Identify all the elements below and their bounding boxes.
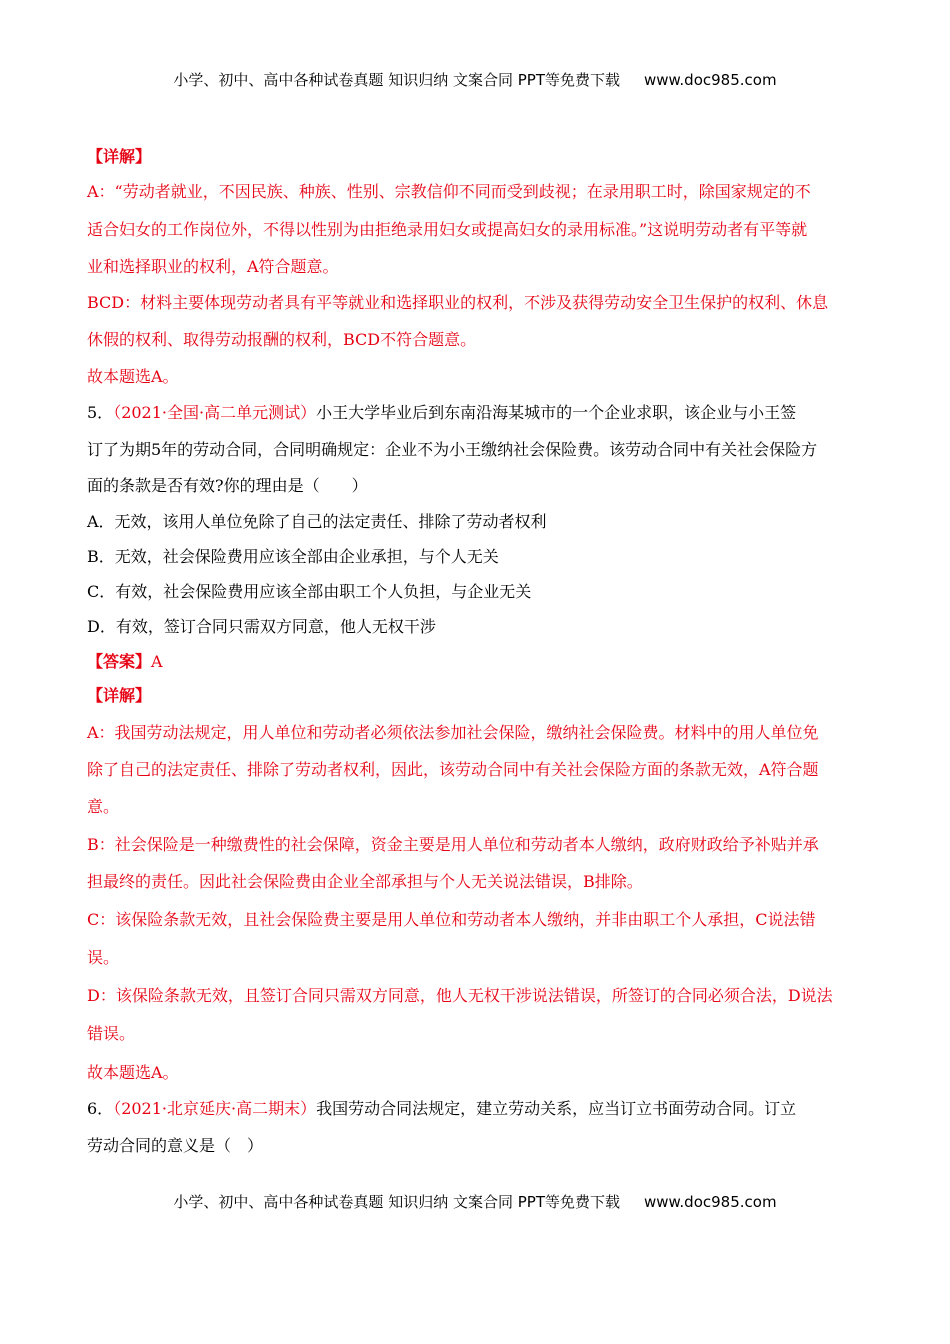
conclusion-1: 故本题选A。	[87, 367, 179, 386]
question-text: 面的条款是否有效?你的理由是（ ）	[87, 476, 368, 495]
page-header	[0, 70, 950, 90]
option-a: A．无效，该用人单位免除了自己的法定责任、排除了劳动者权利	[87, 512, 547, 531]
detail-label-1: 【详解】	[87, 147, 152, 166]
question-source: （2021·全国·高二单元测试）	[113, 403, 317, 422]
answer-label: 【答案】	[87, 652, 152, 671]
option-d: D．有效，签订合同只需双方同意，他人无权干涉	[87, 617, 436, 636]
question-source: （2021·北京延庆·高二期末）	[113, 1099, 317, 1118]
page-footer	[0, 1192, 950, 1212]
detail-line: 适合妇女的工作岗位外，不得以性别为由拒绝录用妇女或提高妇女的录用标准。”这说明劳动者有平等就	[87, 220, 808, 239]
question-number: 5．	[87, 403, 114, 422]
detail-line: A：我国劳动法规定，用人单位和劳动者必须依法参加社会保险，缴纳社会保险费。材料中的用人单位免	[87, 723, 819, 742]
detail-line: C：该保险条款无效，且社会保险费主要是用人单位和劳动者本人缴纳，并非由职工个人承担，C说法错	[87, 910, 816, 929]
answer-value: A	[151, 652, 163, 671]
detail-line: D：该保险条款无效，且签订合同只需双方同意，他人无权干涉说法错误，所签订的合同必须合法，D说法	[87, 986, 833, 1005]
question-number: 6．	[87, 1099, 114, 1118]
question-text: 订了为期5年的劳动合同，合同明确规定：企业不为小王缴纳社会保险费。该劳动合同中有关社会保险方	[87, 440, 818, 459]
option-b: B．无效，社会保险费用应该全部由企业承担，与个人无关	[87, 547, 499, 566]
question-text: 我国劳动合同法规定，建立劳动关系，应当订立书面劳动合同。订立	[316, 1099, 797, 1118]
detail-line: 除了自己的法定责任、排除了劳动者权利，因此，该劳动合同中有关社会保险方面的条款无效，A符合题	[87, 760, 819, 779]
detail-line: 担最终的责任。因此社会保险费由企业全部承担与个人无关说法错误，B排除。	[87, 872, 643, 891]
question-6-stem	[87, 1098, 867, 1120]
footer-site[interactable]: www.doc985.com	[643, 1193, 777, 1211]
question-text: 劳动合同的意义是（ ）	[87, 1136, 264, 1155]
detail-line: A：“劳动者就业，不因民族、种族、性别、宗教信仰不同而受到歧视；在录用职工时，除国家规定的不	[87, 182, 811, 201]
detail-label-2: 【详解】	[87, 686, 152, 705]
conclusion-2: 故本题选A。	[87, 1063, 179, 1082]
detail-line: 意。	[87, 797, 120, 816]
detail-line: 错误。	[87, 1024, 136, 1043]
detail-line: BCD：材料主要体现劳动者具有平等就业和选择职业的权利，不涉及获得劳动安全卫生保护的权利、休息	[87, 293, 829, 312]
header-text: 小学、初中、高中各种试卷真题 知识归纳 文案合同 PPT等免费下载	[173, 71, 620, 89]
detail-line: 误。	[87, 948, 120, 967]
question-text: 小王大学毕业后到东南沿海某城市的一个企业求职，该企业与小王签	[316, 403, 797, 422]
option-c: C．有效，社会保险费用应该全部由职工个人负担，与企业无关	[87, 582, 532, 601]
answer-line	[87, 651, 867, 673]
detail-line: 业和选择职业的权利，A符合题意。	[87, 257, 339, 276]
header-site[interactable]: www.doc985.com	[643, 71, 777, 89]
question-5-stem	[87, 402, 867, 424]
detail-line: B：社会保险是一种缴费性的社会保障，资金主要是用人单位和劳动者本人缴纳，政府财政给予补贴并承	[87, 835, 819, 854]
detail-line: 休假的权利、取得劳动报酬的权利，BCD不符合题意。	[87, 330, 477, 349]
footer-text: 小学、初中、高中各种试卷真题 知识归纳 文案合同 PPT等免费下载	[173, 1193, 620, 1211]
